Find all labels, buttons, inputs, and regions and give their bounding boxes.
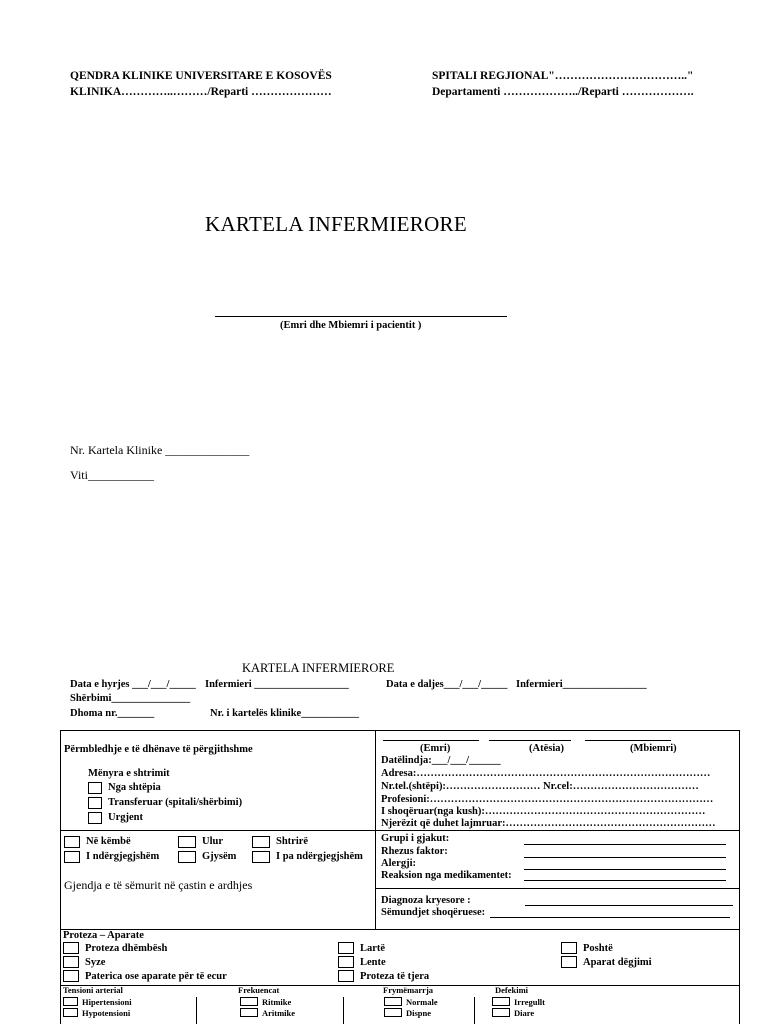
sheet-title: KARTELA INFERMIERORE [242,661,395,675]
nurse-admission-field[interactable]: Infermieri __________________ [205,679,349,690]
checkbox[interactable] [240,997,258,1006]
row-separator [375,888,740,889]
father-name-caption: (Atësia) [529,743,564,754]
lying-label: Shtrirë [276,836,309,847]
first-name-line[interactable] [383,740,479,741]
checkbox[interactable] [384,997,402,1006]
checkbox[interactable] [384,1008,402,1017]
page-title: KARTELA INFERMIERORE [205,212,467,236]
divider [739,985,740,1024]
divider [739,930,740,985]
prostheses-heading: Proteza – Aparate [63,930,144,941]
admission-option-transfer[interactable]: Transferuar (spitali/shërbimi) [88,795,242,810]
rhesus-label: Rhezus faktor: [381,846,448,857]
year-field[interactable]: Viti___________ [70,468,154,482]
checkbox-semi[interactable] [178,851,196,863]
checkbox[interactable] [88,782,102,794]
clinic-field[interactable]: KLINIKA…………..………/Reparti ………………… [70,86,332,98]
lenses-label: Lente [360,956,386,968]
irregular-label: Irregullt [514,996,546,1007]
blood-pressure-heading: Tensioni arterial [63,985,123,995]
walking-label: Në këmbë [86,836,131,847]
nurse-discharge-field[interactable]: Infermieri________________ [516,679,647,690]
dentures-label: Proteza dhëmbësh [85,942,168,954]
comorbidities-label: Sëmundjet shoqëruese: [381,907,486,918]
checkbox-walking[interactable] [64,836,80,848]
checkbox[interactable] [63,956,79,968]
blood-group-label: Grupi i gjakut: [381,833,450,844]
drug-reaction-label: Reaksion nga medikamentet: [381,870,512,881]
normal-breathing-label: Normale [406,996,438,1007]
divider [343,997,344,1024]
respiration-heading: Frymëmarrja [383,985,434,995]
profession-field[interactable]: Profesioni:……………………………………………………………………… [381,794,714,805]
arrhythmic-label: Aritmike [262,1007,296,1018]
lower-label: Poshtë [583,942,613,954]
admission-option-home[interactable]: Nga shtëpia [88,780,242,795]
checkbox-lying[interactable] [252,836,270,848]
unconscious-label: I pa ndërgjegjshëm [276,851,363,862]
crutches-label: Paterica ose aparate për të ecur [85,970,227,982]
clinical-card-number-field[interactable]: Nr. Kartela Klinike ______________ [70,443,250,457]
card-number-field[interactable]: Nr. i kartelës klinike___________ [210,708,359,719]
admission-option-urgent[interactable]: Urgjent [88,810,242,825]
patient-name-line[interactable] [215,316,507,317]
divider [196,997,197,1024]
service-field[interactable]: Shërbimi_______________ [70,693,191,704]
department-field[interactable]: Departamenti ………………../Reparti ………………. [432,86,694,98]
frequency-heading: Frekuencat [238,985,280,995]
main-diagnosis-input[interactable] [525,905,733,906]
checkbox[interactable] [240,1008,258,1017]
divider [474,997,475,1024]
checkbox[interactable] [338,970,354,982]
row-separator [60,830,740,831]
allergy-input[interactable] [524,869,726,870]
admission-date-field[interactable]: Data e hyrjes ___/___/_____ [70,679,196,690]
sitting-label: Ulur [202,836,223,847]
conscious-label: I ndërgjegjshëm [86,851,160,862]
upper-label: Lartë [360,942,386,954]
divider [60,985,61,1024]
checkbox-conscious[interactable] [64,851,80,863]
institution-name: QENDRA KLINIKE UNIVERSITARE E KOSOVËS [70,70,332,82]
rhesus-input[interactable] [524,857,726,858]
checkbox-unconscious[interactable] [252,851,270,863]
dyspnea-label: Dispne [406,1007,432,1018]
state-on-arrival-label: Gjendja e të sëmurit në çastin e ardhjes [64,878,253,892]
checkbox[interactable] [492,1008,510,1017]
surname-line[interactable] [585,740,671,741]
allergy-label: Alergji: [381,858,416,869]
address-field[interactable]: Adresa:………………………………………………………………………… [381,768,711,779]
comorbidities-input[interactable] [490,917,730,918]
checkbox[interactable] [338,956,354,968]
hearing-aid-label: Aparat dëgjimi [583,956,652,968]
hypotension-label: Hypotensioni [82,1007,131,1018]
checkbox[interactable] [63,942,79,954]
patient-name-caption: (Emri dhe Mbiemri i pacientit ) [280,320,422,331]
checkbox[interactable] [88,797,102,809]
rhythmic-label: Ritmike [262,996,292,1007]
checkbox[interactable] [561,956,577,968]
checkbox[interactable] [63,1008,78,1017]
other-prostheses-label: Proteza të tjera [360,970,430,982]
companion-field[interactable]: I shoqëruar(nga kush):……………………………………………………… [381,806,706,817]
checkbox-sitting[interactable] [178,836,196,848]
defecation-heading: Defekimi [495,985,529,995]
checkbox[interactable] [561,942,577,954]
drug-reaction-input[interactable] [524,880,726,881]
birth-date-field[interactable]: Datëlindja:___/___/______ [381,755,501,766]
diarrhea-label: Diare [514,1007,535,1018]
room-field[interactable]: Dhoma nr._______ [70,708,155,719]
summary-heading: Përmbledhje e të dhënave të përgjithshme [64,744,253,755]
divider [60,930,61,985]
checkbox[interactable] [63,997,78,1006]
blood-group-input[interactable] [524,844,726,845]
checkbox[interactable] [88,812,102,824]
admission-mode-label: Mënyra e shtrimit [88,768,170,779]
discharge-date-field[interactable]: Data e daljes___/___/_____ [386,679,508,690]
father-name-line[interactable] [489,740,571,741]
regional-hospital-field[interactable]: SPITALI REGJIONAL"…………………………….." [432,70,694,82]
surname-caption: (Mbiemri) [630,743,677,754]
notify-persons-field[interactable]: Njerëzit që duhet lajmruar:…………………………………………………… [381,818,716,829]
hypertension-label: Hipertensioni [82,996,132,1007]
semi-label: Gjysëm [202,851,237,862]
phone-field[interactable]: Nr.tel.(shtëpi):……………………… Nr.cel:……………………………… [381,781,699,792]
checkbox[interactable] [492,997,510,1006]
main-diagnosis-label: Diagnoza kryesore : [381,895,471,906]
checkbox[interactable] [338,942,354,954]
first-name-caption: (Emri) [420,743,451,754]
glasses-label: Syze [85,956,106,968]
checkbox[interactable] [63,970,79,982]
